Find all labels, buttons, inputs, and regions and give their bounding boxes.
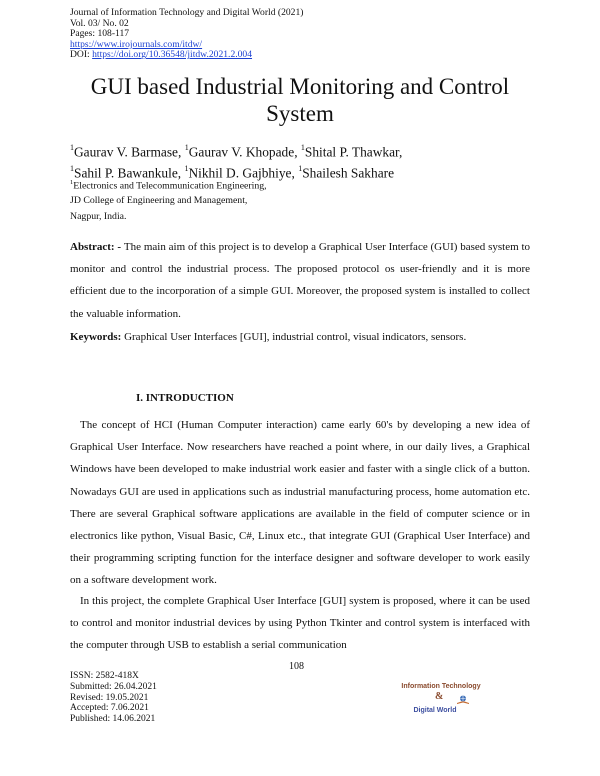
logo-text-line-1: Information Technology (401, 683, 481, 690)
doi-link[interactable]: https://doi.org/10.36548/jitdw.2021.2.004 (92, 49, 253, 61)
abstract (70, 236, 530, 325)
keywords-text: Graphical User Interfaces [GUI], industrial control, visual indicators, sensors. (121, 331, 467, 343)
pages-info: Pages: 108-117 (70, 28, 130, 40)
affiliation (70, 175, 267, 224)
author-sup: 1 (300, 143, 305, 152)
paper-title (40, 73, 560, 127)
authors-line-1 (70, 140, 402, 161)
author-sup: 1 (70, 143, 74, 152)
affiliation-line-1 (70, 175, 267, 193)
author-name: Gaurav V. Barmase, (74, 144, 185, 160)
doi-label: DOI: (70, 49, 93, 61)
author-sup: 1 (298, 163, 303, 173)
affiliation-sup: 1 (70, 179, 74, 186)
issn: ISSN: 2582-418X (70, 671, 139, 681)
journal-name: Journal of Information Technology and Digital World (2021) (70, 7, 304, 18)
journal-logo (396, 683, 486, 719)
logo-ampersand: & (435, 691, 444, 702)
affiliation-dept: Electronics and Telecommunication Engineering, (73, 180, 267, 192)
author-name: Sahil P. Bawankule, (74, 165, 185, 181)
publication-footer (70, 671, 157, 725)
author-sup: 1 (70, 163, 74, 173)
accepted-date: Accepted: 7.06.2021 (70, 703, 149, 714)
author-name: Gaurav V. Khopade, (188, 144, 301, 160)
abstract-label: Abstract: - (70, 241, 124, 253)
author-name: Nikhil D. Gajbhiye, (188, 165, 299, 181)
submitted-date: Submitted: 26.04.2021 (70, 681, 157, 692)
abstract-text: The main aim of this project is to develop a Graphical User Interface (GUI) based system to monitor and control the industrial process. The proposed protocol os user-friendly and it is more efficient due to the incorporation of a simple GUI. Moreover, the proposed system is installed to collect the valuable information. (70, 241, 531, 320)
author-sup: 1 (184, 143, 189, 152)
author-name: Shailesh Sakhare (302, 165, 395, 181)
affiliation-college: JD College of Engineering and Management, (70, 195, 248, 207)
doi-line (70, 50, 303, 61)
page-number: 108 (289, 661, 304, 672)
published-date: Published: 14.06.2021 (70, 714, 156, 725)
intro-paragraph-1: The concept of HCI (Human Computer interaction) came early 60's by developing a new idea of Graphical User Interface. Now researchers have reached a point where, in our daily lives, a Graphical Windows have been developed to make industrial work easier and faster with a single click of a button. Nowadays GUI are used in applications such as industrial manufacturing process, home automation etc. There are several Graphical software applications are available in the field of computer science or in electronics like python, Visual Basic, C#, Linux etc., that integrate GUI (Graphical User Interface) and their programming scripting function for the interface designer and software developer to work easily on a software development work. (70, 419, 530, 587)
section-heading-introduction: I. INTRODUCTION (136, 392, 234, 404)
revised-date: Revised: 19.05.2021 (70, 692, 149, 703)
keywords-label: Keywords: (70, 331, 122, 343)
keywords (70, 326, 530, 348)
title-line-2: System (266, 101, 334, 126)
globe-book-icon (456, 695, 470, 705)
author-name: Shital P. Thawkar, (304, 144, 403, 160)
journal-header (70, 8, 303, 61)
intro-paragraph-2: In this project, the complete Graphical User Interface [GUI] system is proposed, where it can be used to control and monitor industrial devices by using Python Tkinter and control system is interfaced with the computer through USB to establish a serial communication (70, 595, 530, 652)
journal-url-link[interactable]: https://www.irojournals.com/itdw/ (70, 38, 203, 50)
logo-text-line-2: Digital World (413, 707, 457, 714)
title-line-1: GUI based Industrial Monitoring and Control (90, 74, 510, 99)
volume-info: Vol. 03/ No. 02 (70, 17, 129, 29)
affiliation-city: Nagpur, India. (70, 210, 127, 222)
author-sup: 1 (184, 163, 189, 173)
